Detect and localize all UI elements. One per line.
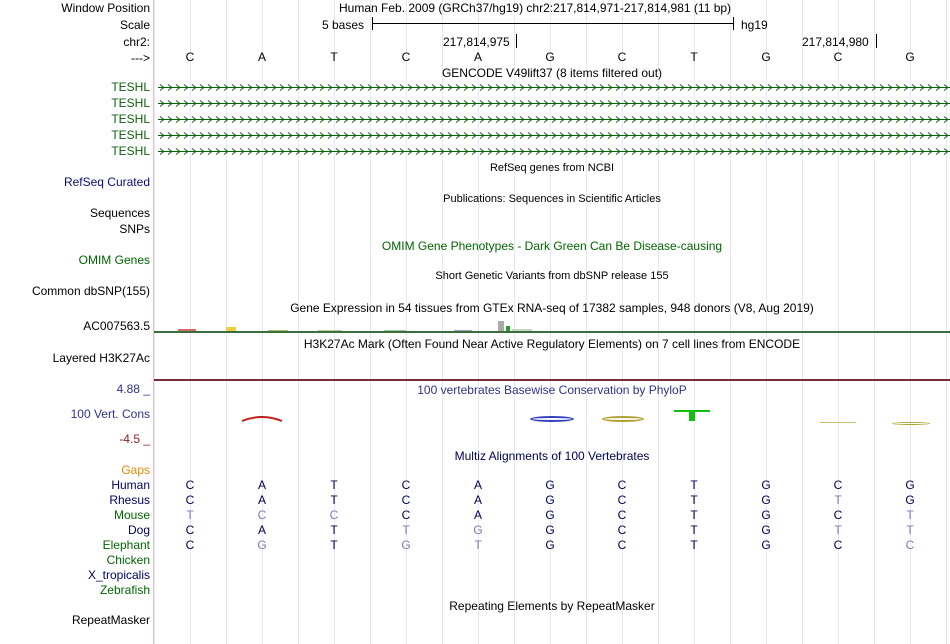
scale-bar-right-tick [733,17,734,30]
scale-bar-left-tick [372,17,373,30]
alignment-base-mouse: C [257,508,267,522]
reference-base: A [473,50,482,64]
reference-base: C [833,50,843,64]
track-image-panel[interactable] [154,0,950,644]
scale-bases-text: 5 bases [322,18,365,32]
h3k27ac-track-label[interactable]: Layered H3K27Ac [52,351,150,365]
alignment-base-dog: C [185,523,195,537]
repeatmasker-track-label[interactable]: RepeatMasker [71,613,150,627]
alignment-base-dog: G [761,523,771,537]
alignment-base-rhesus: C [401,493,411,507]
alignment-base-elephant: G [401,538,411,552]
species-label-dog[interactable]: Dog [127,523,150,537]
species-label-xtropicalis[interactable]: X_tropicalis [87,568,150,582]
phylop-track-title[interactable]: 100 vertebrates Basewise Conservation by PhyloP [417,383,687,397]
coordinate-label-2: 217,814,980 [802,35,869,49]
scale-bar [372,23,734,24]
gtex-baseline [154,331,950,333]
alignment-base-rhesus: T [834,493,842,507]
alignment-base-elephant: T [690,538,698,552]
alignment-base-elephant: G [545,538,555,552]
species-label-rhesus[interactable]: Rhesus [109,493,150,507]
alignment-base-mouse: C [617,508,627,522]
gencode-item-label[interactable]: TESHL [111,112,150,126]
sequences-track-label[interactable]: Sequences [89,206,150,220]
gencode-item-label[interactable]: TESHL [111,96,150,110]
alignment-base-mouse: G [545,508,555,522]
alignment-base-elephant: G [257,538,267,552]
scale-assembly-text: hg19 [741,18,768,32]
alignment-base-elephant: C [833,538,843,552]
gencode-transcript[interactable] [158,83,950,92]
cons-min-label: -4.5 _ [119,432,150,446]
scale-label: Scale [119,18,150,32]
species-label-mouse[interactable]: Mouse [113,508,150,522]
chr-label: chr2: [123,35,150,49]
alignment-base-rhesus: C [185,493,195,507]
cons-track-label[interactable]: 100 Vert. Cons [70,407,150,421]
dbsnp-track-title[interactable]: Short Genetic Variants from dbSNP release 155 [435,270,669,282]
alignment-base-dog: A [257,523,266,537]
alignment-base-mouse: C [401,508,411,522]
alignment-base-human: T [690,478,698,492]
reference-base: G [761,50,771,64]
reference-base: T [330,50,338,64]
dbsnp-track-label[interactable]: Common dbSNP(155) [31,284,150,298]
alignment-base-human: C [833,478,843,492]
gencode-item-label[interactable]: TESHL [111,80,150,94]
gencode-transcript[interactable] [158,147,950,156]
refseq-track-title[interactable]: RefSeq genes from NCBI [489,162,615,174]
alignment-base-rhesus: T [690,493,698,507]
gencode-item-label[interactable]: TESHL [111,144,150,158]
publications-track-title[interactable]: Publications: Sequences in Scientific Articles [443,193,661,205]
species-label-human[interactable]: Human [111,478,150,492]
gencode-transcript[interactable] [158,115,950,124]
alignment-base-rhesus: T [330,493,338,507]
alignment-base-elephant: T [330,538,338,552]
alignment-base-mouse: C [329,508,339,522]
snps-track-label[interactable]: SNPs [119,222,150,236]
alignment-base-mouse: G [761,508,771,522]
gencode-transcript[interactable] [158,131,950,140]
species-label-zebrafish[interactable]: Zebrafish [99,583,150,597]
alignment-base-human: C [617,478,627,492]
track-labels-panel [0,0,154,644]
h3k27ac-track-title[interactable]: H3K27Ac Mark (Often Found Near Active Regulatory Elements) on 7 cell lines from ENCODE [303,337,801,351]
alignment-base-rhesus: G [545,493,555,507]
coordinate-tick-2 [876,34,877,48]
position-title: Human Feb. 2009 (GRCh37/hg19) chr2:217,814,971-217,814,981 (11 bp) [339,1,732,15]
alignment-base-human: G [761,478,771,492]
species-label-elephant[interactable]: Elephant [102,538,150,552]
alignment-base-mouse: T [906,508,914,522]
alignment-base-human: G [905,478,915,492]
alignment-base-dog: G [545,523,555,537]
repeatmasker-track-title[interactable]: Repeating Elements by RepeatMasker [449,599,655,613]
alignment-base-elephant: C [185,538,195,552]
alignment-base-human: C [401,478,411,492]
alignment-base-mouse: C [833,508,843,522]
window-position-label: Window Position [61,1,150,15]
omim-track-label[interactable]: OMIM Genes [78,253,150,267]
alignment-base-rhesus: A [257,493,266,507]
gaps-label[interactable]: Gaps [121,463,150,477]
coordinate-label-1: 217,814,975 [443,35,510,49]
alignment-base-elephant: G [761,538,771,552]
alignment-base-rhesus: G [905,493,915,507]
alignment-base-dog: T [834,523,842,537]
gencode-item-label[interactable]: TESHL [111,128,150,142]
alignment-base-human: T [330,478,338,492]
alignment-base-rhesus: C [617,493,627,507]
alignment-base-elephant: C [905,538,915,552]
alignment-base-human: C [185,478,195,492]
reference-base: C [617,50,627,64]
alignment-base-rhesus: G [761,493,771,507]
alignment-base-elephant: C [617,538,627,552]
alignment-base-dog: T [330,523,338,537]
alignment-base-mouse: A [473,508,482,522]
alignment-base-dog: G [473,523,483,537]
multiz-track-title[interactable]: Multiz Alignments of 100 Vertebrates [454,449,650,463]
alignment-base-dog: T [906,523,914,537]
strand-arrow-label: ---> [131,51,150,65]
h3k27ac-baseline [154,379,950,381]
omim-track-title[interactable]: OMIM Gene Phenotypes - Dark Green Can Be Disease-causing [381,239,723,253]
reference-base: C [185,50,195,64]
alignment-base-rhesus: A [473,493,482,507]
alignment-base-mouse: T [690,508,698,522]
reference-base: A [257,50,266,64]
gtex-gene-label[interactable]: AC007563.5 [83,319,150,333]
cons-max-label: 4.88 _ [116,382,150,396]
alignment-base-mouse: T [186,508,194,522]
gtex-track-title[interactable]: Gene Expression in 54 tissues from GTEx RNA-seq of 17382 samples, 948 donors (V8, Aug 2019) [290,301,814,315]
alignment-base-dog: T [690,523,698,537]
reference-base: C [401,50,411,64]
reference-base: T [690,50,698,64]
refseq-track-label[interactable]: RefSeq Curated [63,175,150,189]
alignment-base-human: A [257,478,266,492]
alignment-base-human: A [473,478,482,492]
alignment-base-dog: T [402,523,410,537]
alignment-base-dog: C [617,523,627,537]
reference-base: G [905,50,915,64]
species-label-chicken[interactable]: Chicken [106,553,150,567]
alignment-base-human: G [545,478,555,492]
alignment-base-elephant: T [474,538,482,552]
coordinate-tick-1 [516,34,517,48]
gencode-transcript[interactable] [158,99,950,108]
gencode-track-title[interactable]: GENCODE V49lift37 (8 items filtered out) [441,66,663,80]
reference-base: G [545,50,555,64]
